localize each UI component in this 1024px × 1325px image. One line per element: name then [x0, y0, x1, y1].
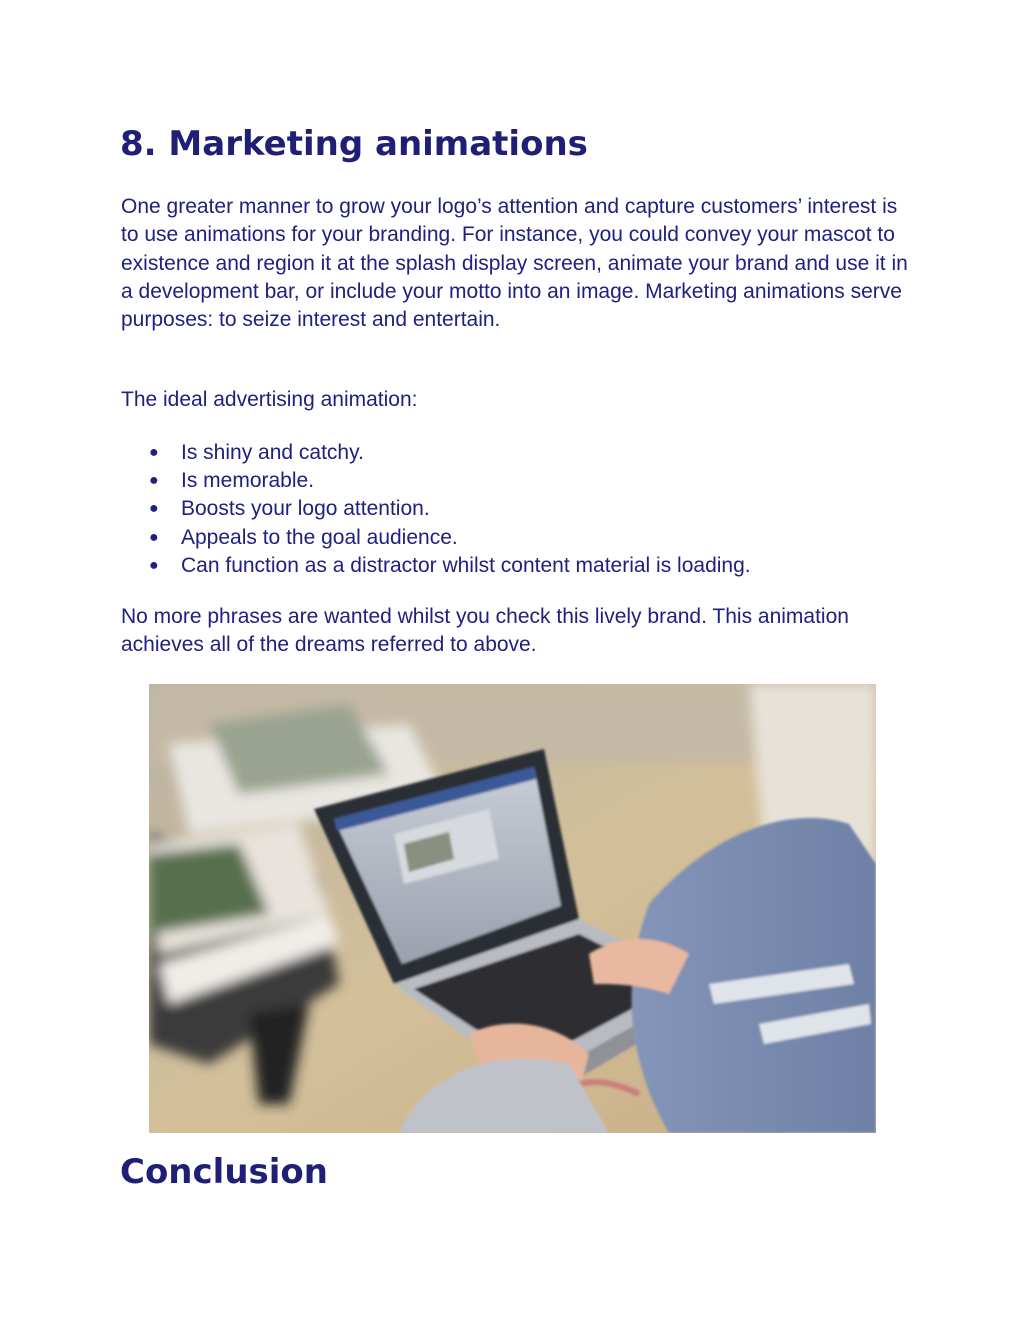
bullet-icon: ● [149, 500, 159, 518]
list-item-text: Is memorable. [181, 469, 315, 493]
list-item-text: Is shiny and catchy. [181, 441, 364, 464]
bullet-icon: ● [149, 528, 159, 546]
list-item [121, 495, 751, 523]
closing-paragraph: No more phrases are wanted whilst you check this lively brand. This animation achieves all of the dreams referred to above. [121, 605, 849, 657]
photo-woman-typing-on-laptop-icon [149, 684, 876, 1133]
intro-paragraph: One greater manner to grow your logo’s attention and capture customers’ interest is to use animations for your branding. For instance, you could convey your mascot to existence and region it at the splash display screen, animate your brand and use it in a development bar, or include your motto into an image. Marketing animations serve purposes: to seize interest and entertain. [121, 195, 908, 332]
list-item-text: Can function as a distractor whilst content material is loading. [181, 553, 751, 577]
laptop-photo [149, 684, 876, 1133]
bullet-icon: ● [149, 444, 159, 461]
conclusion-heading: Conclusion [120, 1152, 328, 1192]
list-item-text: Boosts your logo attention. [181, 497, 430, 521]
list-item [121, 439, 751, 467]
list-intro-paragraph: The ideal advertising animation: [121, 388, 418, 411]
bullet-icon: ● [149, 556, 159, 574]
bullet-list [121, 439, 751, 580]
list-item [121, 524, 751, 552]
section-heading: 8. Marketing animations [120, 124, 588, 164]
list-item [121, 552, 751, 580]
list-item-text: Appeals to the goal audience. [181, 525, 458, 549]
list-item [121, 467, 751, 495]
bullet-icon: ● [149, 472, 159, 490]
